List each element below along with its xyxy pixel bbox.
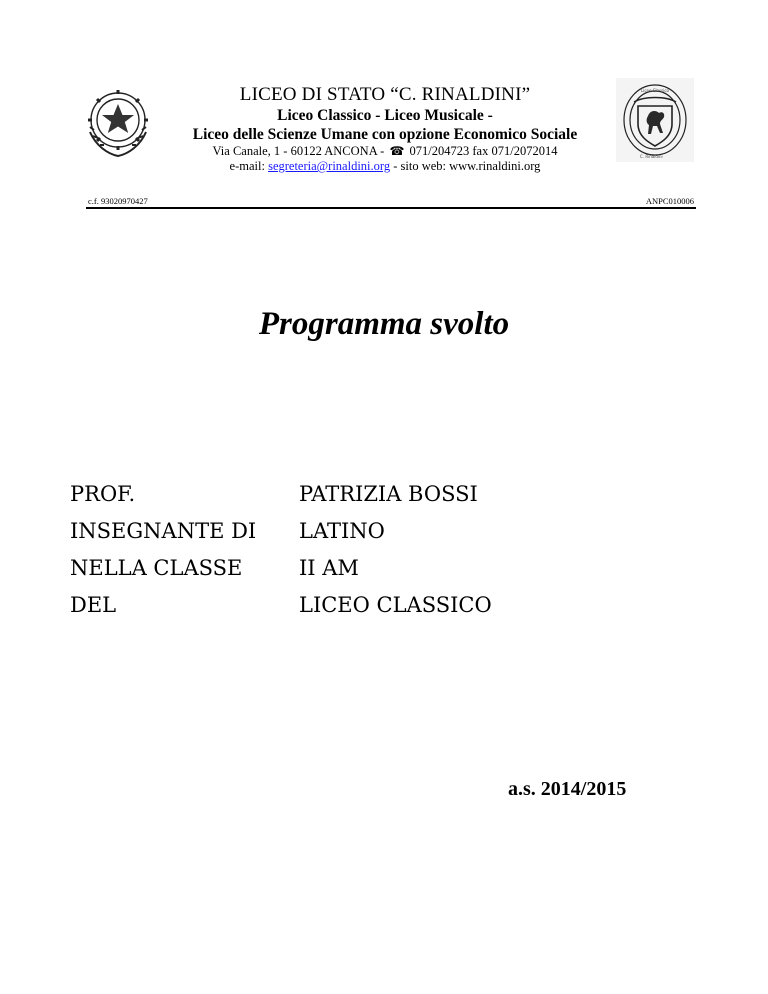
email-link[interactable]: segreteria@rinaldini.org [268, 159, 391, 173]
info-value: II AM [299, 556, 359, 580]
header-divider [86, 207, 696, 209]
school-name: LICEO DI STATO “C. RINALDINI” [239, 84, 531, 105]
svg-text:Liceo Classico: Liceo Classico [641, 88, 669, 93]
info-value: LATINO [299, 519, 385, 543]
telephone-icon: ☎ [389, 144, 405, 158]
school-address [150, 144, 620, 159]
info-label: INSEGNANTE DI [70, 519, 257, 543]
school-contacts [150, 159, 620, 174]
info-label: NELLA CLASSE [70, 556, 243, 580]
email-label: e-mail: [229, 159, 269, 173]
school-subtitle-1: Liceo Classico - Liceo Musicale - [277, 107, 493, 124]
school-subtitle-2: Liceo delle Scienze Umane con opzione Economico Sociale [192, 126, 578, 143]
info-value: PATRIZIA BOSSI [299, 482, 478, 506]
website-text: - sito web: www.rinaldini.org [390, 159, 541, 173]
address-text: Via Canale, 1 - 60122 ANCONA - [212, 144, 388, 158]
svg-text:C. Rinaldini: C. Rinaldini [640, 154, 663, 159]
info-label: PROF. [70, 482, 136, 506]
school-year: a.s. 2014/2015 [508, 778, 627, 800]
school-header [150, 84, 620, 174]
info-value: LICEO CLASSICO [299, 593, 492, 617]
info-label: DEL [70, 593, 117, 617]
document-title: Programma svolto [258, 306, 510, 342]
school-code: ANPC010006 [645, 196, 694, 206]
italian-republic-emblem-icon [78, 80, 158, 160]
school-crest-icon [616, 78, 694, 162]
phone-fax-text: 071/204723 fax 071/2072014 [406, 144, 558, 158]
fiscal-code: c.f. 93020970427 [88, 196, 148, 206]
